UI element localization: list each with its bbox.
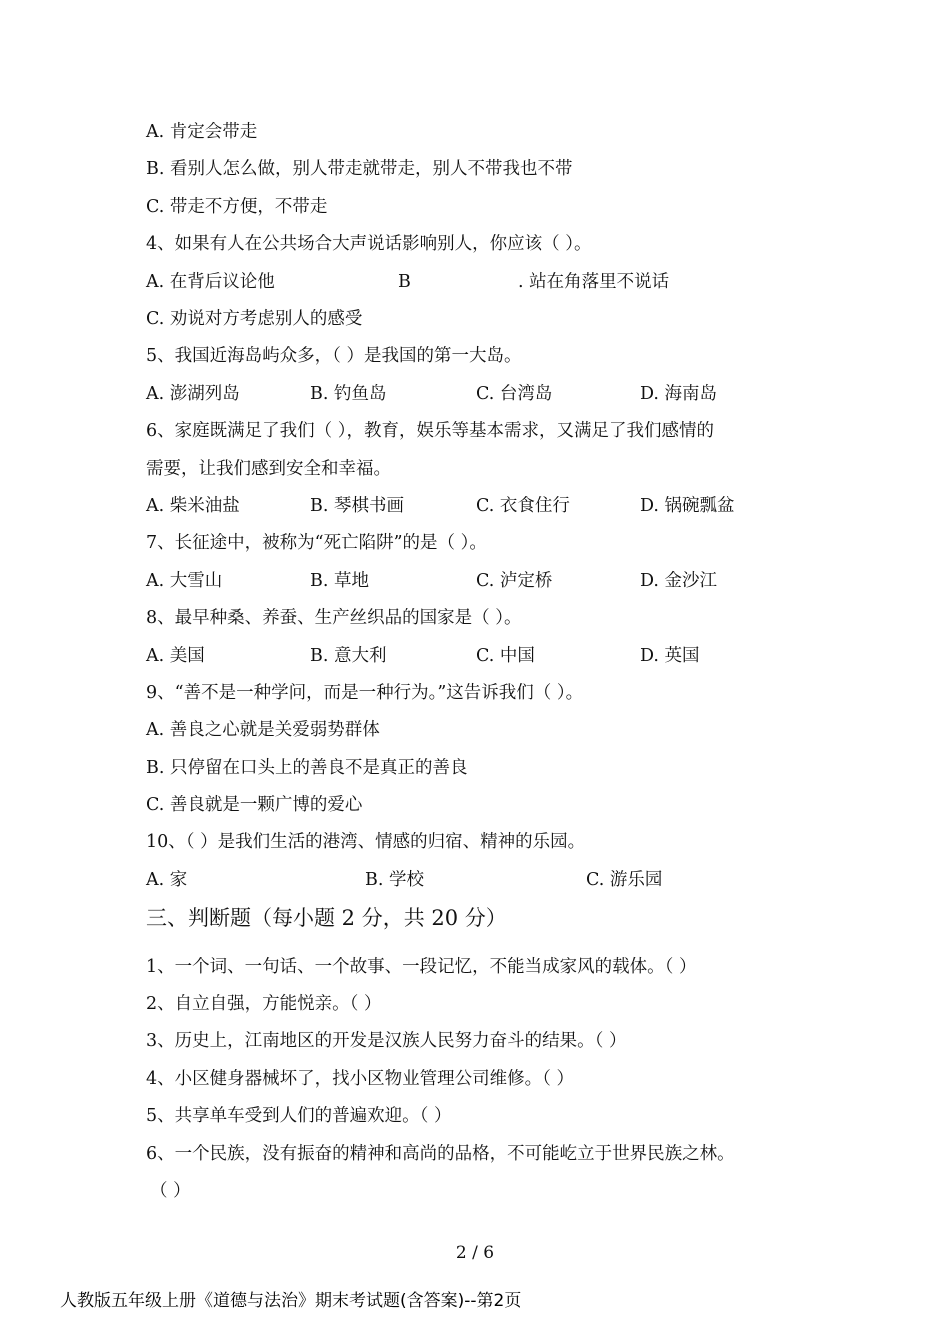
q6-question-line2: 需要，让我们感到安全和幸福。 <box>146 459 391 479</box>
q7-option-b: B. 草地 <box>310 571 369 591</box>
q4-question: 4、如果有人在公共场合大声说话影响别人，你应该（ ）。 <box>146 234 592 254</box>
q8-option-d: D. 英国 <box>640 646 700 666</box>
q5-option-a: A. 澎湖列岛 <box>146 384 240 404</box>
q9-question: 9、“善不是一种学问，而是一种行为。”这告诉我们（ ）。 <box>146 683 584 703</box>
q4-option-b-letter: B <box>398 272 411 292</box>
q9-option-a: A. 善良之心就是关爱弱势群体 <box>146 720 380 740</box>
tf-item-3: 3、历史上，江南地区的开发是汉族人民努力奋斗的结果。（ ） <box>146 1031 627 1051</box>
tf-item-5: 5、共享单车受到人们的普遍欢迎。（ ） <box>146 1106 452 1126</box>
q5-option-b: B. 钓鱼岛 <box>310 384 387 404</box>
q4-option-a: A. 在背后议论他 <box>146 272 275 292</box>
tf-item-6-blank: （ ） <box>150 1181 191 1201</box>
tf-item-4: 4、小区健身器械坏了，找小区物业管理公司维修。（ ） <box>146 1069 574 1089</box>
q3-option-b: B. 看别人怎么做，别人带走就带走，别人不带我也不带 <box>146 159 573 179</box>
q10-option-c: C. 游乐园 <box>586 870 663 890</box>
q8-option-b: B. 意大利 <box>310 646 387 666</box>
tf-item-1: 1、一个词、一句话、一个故事、一段记忆，不能当成家风的载体。（ ） <box>146 957 697 977</box>
q6-option-b: B. 琴棋书画 <box>310 496 404 516</box>
q6-option-d: D. 锅碗瓢盆 <box>640 496 735 516</box>
q9-option-b: B. 只停留在口头上的善良不是真正的善良 <box>146 758 468 778</box>
q9-option-c: C. 善良就是一颗广博的爱心 <box>146 795 363 815</box>
q6-option-a: A. 柴米油盐 <box>146 496 240 516</box>
q10-option-b: B. 学校 <box>365 870 424 890</box>
q3-option-a: A. 肯定会带走 <box>146 122 258 142</box>
q10-option-a: A. 家 <box>146 870 188 890</box>
q7-option-d: D. 金沙江 <box>640 571 718 591</box>
q10-question: 10、（ ）是我们生活的港湾、情感的归宿、精神的乐园。 <box>146 832 586 852</box>
q3-option-c: C. 带走不方便，不带走 <box>146 197 328 217</box>
tf-item-2: 2、自立自强，方能悦亲。（ ） <box>146 994 382 1014</box>
q6-question-line1: 6、家庭既满足了我们（ ），教育，娱乐等基本需求，又满足了我们感情的 <box>146 421 714 441</box>
q5-option-d: D. 海南岛 <box>640 384 718 404</box>
q8-option-a: A. 美国 <box>146 646 205 666</box>
q5-question: 5、我国近海岛屿众多，（ ）是我国的第一大岛。 <box>146 346 522 366</box>
q4-option-b-text: . 站在角落里不说话 <box>518 272 670 292</box>
q8-option-c: C. 中国 <box>476 646 535 666</box>
q5-option-c: C. 台湾岛 <box>476 384 553 404</box>
section-3-title: 三、判断题（每小题 2 分，共 20 分） <box>146 906 507 930</box>
q7-question: 7、长征途中，被称为“死亡陷阱”的是（ ）。 <box>146 533 487 553</box>
q4-option-c: C. 劝说对方考虑别人的感受 <box>146 309 363 329</box>
document-footer: 人教版五年级上册《道德与法治》期末考试题(含答案)--第2页 <box>60 1291 522 1311</box>
q7-option-c: C. 泸定桥 <box>476 571 553 591</box>
q6-option-c: C. 衣食住行 <box>476 496 570 516</box>
q7-option-a: A. 大雪山 <box>146 571 223 591</box>
page-number: 2 / 6 <box>455 1243 495 1263</box>
tf-item-6: 6、一个民族，没有振奋的精神和高尚的品格，不可能屹立于世界民族之林。 <box>146 1144 735 1164</box>
q8-question: 8、最早种桑、养蚕、生产丝织品的国家是（ ）。 <box>146 608 522 628</box>
